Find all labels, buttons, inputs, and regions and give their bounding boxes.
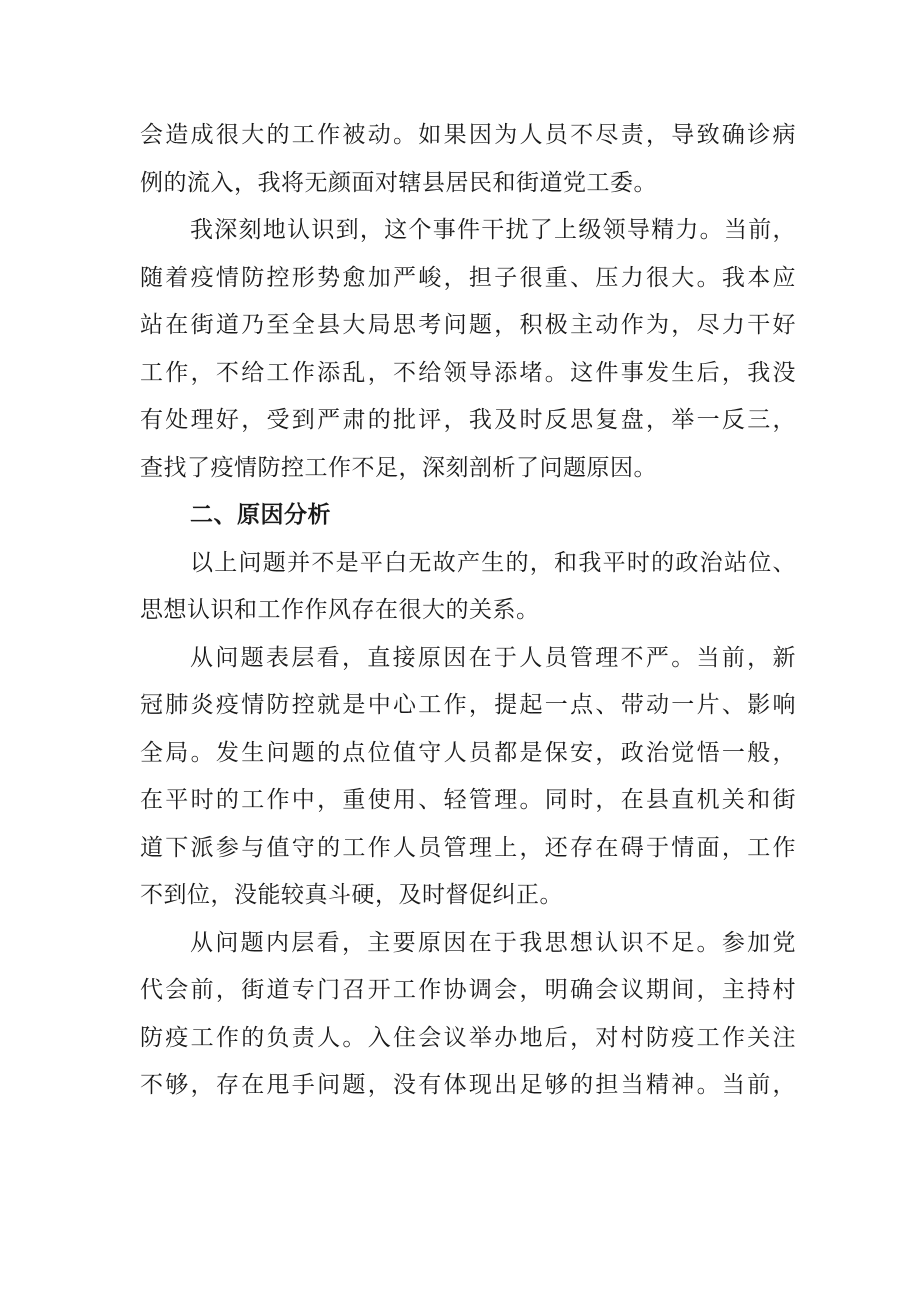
text-line: 冠肺炎疫情防控就是中心工作，提起一点、带动一片、影响 [140,692,796,718]
text-line: 不到位，没能较真斗硬，及时督促纠正。 [140,882,563,908]
text-line: 随着疫情防控形势愈加严峻，担子很重、压力很大。我本应 [140,264,796,291]
document-body [140,112,796,1110]
text-line: 代会前，街道专门召开工作协调会，明确会议期间，主持村 [140,977,796,1003]
text-line: 查找了疫情防控工作不足，深刻剖析了问题原因。 [140,454,657,481]
text-line: 有处理好，受到严肃的批评，我及时反思复盘，举一反三， [140,407,796,433]
paragraph-first-line: 从问题内层看，主要原因在于我思想认识不足。参加党 [190,929,796,956]
text-line: 不够，存在甩手问题，没有体现出足够的担当精神。当前， [140,1072,796,1098]
text-line: 工作，不给工作添乱，不给领导添堵。这件事发生后，我没 [140,359,796,386]
text-line: 防疫工作的负责人。入住会议举办地后，对村防疫工作关注 [140,1024,796,1051]
text-line: 道下派参与值守的工作人员管理上，还存在碍于情面，工作 [140,834,796,861]
text-line: 站在街道乃至全县大局思考问题，积极主动作为，尽力干好 [140,312,796,338]
paragraph-first-line: 我深刻地认识到，这个事件干扰了上级领导精力。当前， [190,217,796,243]
text-line: 会造成很大的工作被动。如果因为人员不尽责，导致确诊病 [140,122,796,148]
paragraph-first-line: 从问题表层看，直接原因在于人员管理不严。当前，新 [190,644,796,671]
text-line: 在平时的工作中，重使用、轻管理。同时，在县直机关和街 [140,787,796,813]
text-line: 思想认识和工作作风存在很大的关系。 [140,597,540,623]
text-line: 例的流入，我将无颜面对辖县居民和街道党工委。 [140,169,657,196]
text-line: 全局。发生问题的点位值守人员都是保安，政治觉悟一般， [140,739,796,766]
paragraph-first-line: 以上问题并不是平白无故产生的，和我平时的政治站位、 [190,549,796,576]
section-heading: 二、原因分析 [190,502,331,528]
